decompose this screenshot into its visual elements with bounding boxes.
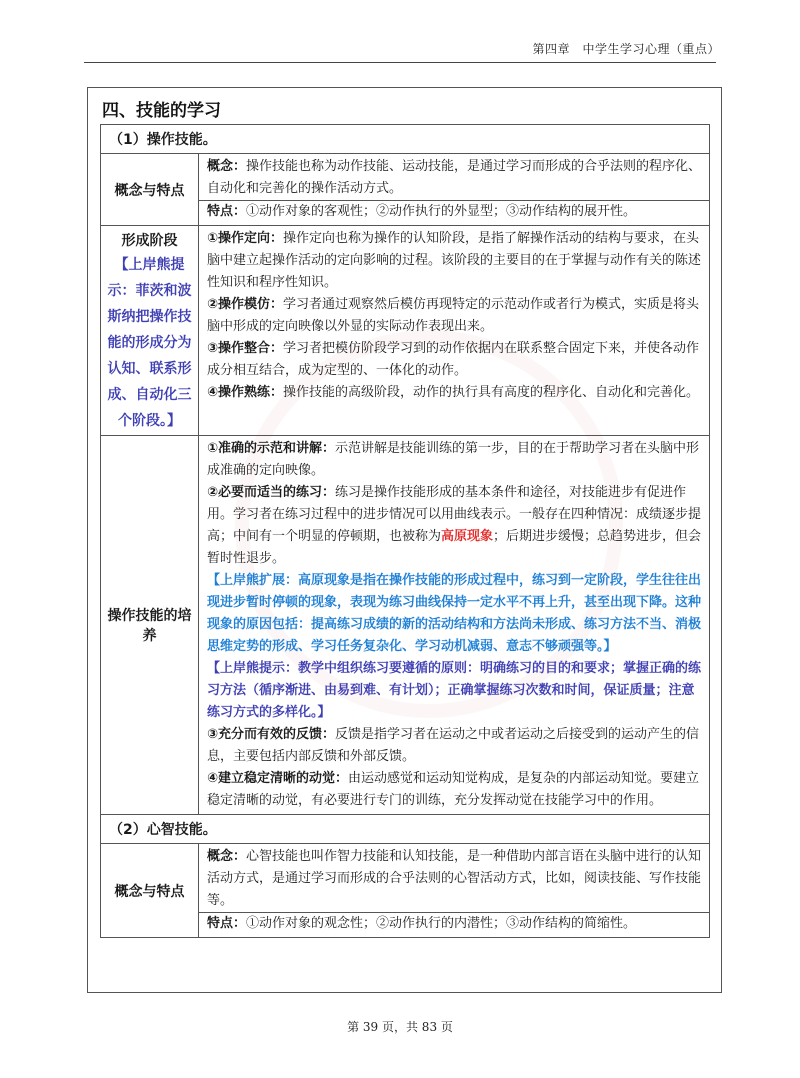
formation-stages-content <box>199 226 710 436</box>
mental-skill-heading-row <box>101 815 710 844</box>
formation-stages-label: 形成阶段 <box>121 233 178 249</box>
running-header: 第四章 中学生学习心理（重点） <box>532 42 720 56</box>
page-footer: 第 39 页，共 83 页 <box>347 1020 453 1034</box>
stage-term: ①操作定向： <box>207 231 284 246</box>
formation-stages-row <box>101 226 710 436</box>
training-item-1 <box>207 438 703 482</box>
practice-principles-note: 【上岸熊提示：教学中组织练习要遵循的原则：明确练习的目的和要求；掌握正确的练习方法（循序渐进、由易到难、有计划）；正确掌握练习次数和时间，保证质量；注意练习方式的多样化。】 <box>207 661 702 720</box>
concept-term: 概念： <box>207 849 247 864</box>
training-row <box>101 436 710 815</box>
concept-text: 心智技能也叫作智力技能和认知技能，是一种借助内部言语在头脑中进行的认知活动方式，是通过学习而形成的合乎法则的心智活动方式，比如，阅读技能、写作技能等。 <box>207 849 702 908</box>
feature-text: ①动作对象的观念性；②动作执行的内潜性；③动作结构的简缩性。 <box>246 916 637 931</box>
stage-term: ③操作整合： <box>207 341 284 356</box>
training-content <box>199 436 710 815</box>
training-text: 示范讲解是技能训练的第一步，目的在于帮助学习者在头脑中形成准确的定向映像。 <box>207 441 700 478</box>
operation-feature-paragraph <box>199 200 709 223</box>
formation-stages-tip: 【上岸熊提示：菲茨和波斯纳把操作技能的形成分为认知、联系形成、自动化三个阶段。】 <box>107 257 192 429</box>
feature-text: ①动作对象的客观性；②动作执行的外显型；③动作结构的展开性。 <box>246 204 637 219</box>
header-rule <box>84 62 716 63</box>
mental-concept-paragraph <box>207 846 703 912</box>
stage-text: 操作技能的高级阶段，动作的执行具有高度的程序化、自动化和完善化。 <box>283 385 700 400</box>
training-text: ；后期进步缓慢；总趋势进步，但会暂时性退步。 <box>207 529 702 566</box>
training-item-2 <box>207 482 703 570</box>
feature-term: 特点： <box>207 916 247 931</box>
mental-concept-label: 概念与特点 <box>101 844 199 938</box>
training-term: ②必要而适当的练习： <box>207 485 336 500</box>
stage-term: ②操作模仿： <box>207 297 284 312</box>
stage-text: 学习者把模仿阶段学习到的动作依据内在联系整合固定下来，并使各动作成分相互结合，成为定型的、一体化的动作。 <box>207 341 700 378</box>
training-term: ③充分而有效的反馈： <box>207 727 336 742</box>
operation-skill-heading: （1）操作技能。 <box>101 125 710 154</box>
section-title: 四、技能的学习 <box>102 101 221 121</box>
operation-concept-content <box>199 154 710 226</box>
mental-skill-heading: （2）心智技能。 <box>101 815 710 844</box>
plateau-extension-note: 【上岸熊扩展：高原现象是指在操作技能的形成过程中，练习到一定阶段，学生往往出现进步暂时停顿的现象，表现为练习曲线保持一定水平不再上升，甚至出现下降。这种现象的原因包括：提高练习成绩的新的活动结构和方法尚未形成、练习方法不当、消极思维定势的形成、学习任务复杂化、学习动机减弱、意志不够顽强等。】 <box>207 573 702 654</box>
training-term: ①准确的示范和讲解： <box>207 441 336 456</box>
plateau-highlight: 高原现象 <box>441 529 494 544</box>
stage-text: 操作定向也称为操作的认知阶段，是指了解操作活动的结构与要求，在头脑中建立起操作活动的定向影响的过程。该阶段的主要目的在于掌握与动作有关的陈述性知识和程序性知识。 <box>207 231 702 290</box>
stage-text: 学习者通过观察然后模仿再现特定的示范动作或者行为模式，实质是将头脑中形成的定向映像以外显的实际动作表现出来。 <box>207 297 700 334</box>
mental-feature-paragraph <box>199 912 709 935</box>
training-text: 练习是操作技能形成的基本条件和途径，对技能进步有促进作用。学习者在练习过程中的进步情况可以用曲线表示。一般存在四种情况：成绩逐步提高；中间有一个明显的停顿期，也被称为 <box>207 485 702 544</box>
concept-term: 概念： <box>207 159 247 174</box>
training-label: 操作技能的培养 <box>101 436 199 815</box>
mental-concept-row <box>101 844 710 938</box>
feature-term: 特点： <box>207 204 247 219</box>
operation-concept-label: 概念与特点 <box>101 154 199 226</box>
concept-text: 操作技能也称为动作技能、运动技能，是通过学习而形成的合乎法则的程序化、自动化和完善化的操作活动方式。 <box>207 159 702 196</box>
formation-stages-label-cell <box>101 226 199 436</box>
training-text: 由运动感觉和运动知觉构成，是复杂的内部运动知觉。要建立稳定清晰的动觉，有必要进行专门的训练，充分发挥动觉在技能学习中的作用。 <box>207 771 700 808</box>
training-item-3 <box>207 724 703 768</box>
training-term: ④建立稳定清晰的动觉： <box>207 771 349 786</box>
training-text: 反馈是指学习者在运动之中或者运动之后接受到的运动产生的信息，主要包括内部反馈和外部反馈。 <box>207 727 700 764</box>
stage-item <box>207 338 703 382</box>
stage-item <box>207 294 703 338</box>
stage-item <box>207 228 703 294</box>
stage-term: ④操作熟练： <box>207 385 284 400</box>
stage-item <box>207 382 703 404</box>
skills-table <box>100 124 710 938</box>
operation-concept-paragraph <box>207 156 703 200</box>
training-item-4 <box>207 768 703 812</box>
operation-skill-heading-row <box>101 125 710 154</box>
operation-concept-row <box>101 154 710 226</box>
mental-concept-content <box>199 844 710 938</box>
